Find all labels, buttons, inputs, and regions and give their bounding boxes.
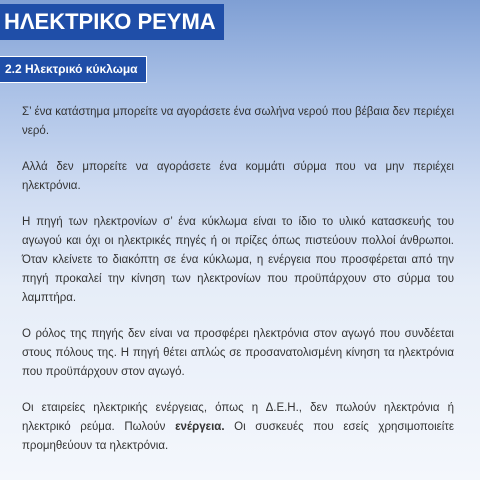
page-title: ΗΛΕΚΤΡΙΚΟ ΡΕΥΜΑ	[0, 4, 224, 40]
paragraph-2: Αλλά δεν μπορείτε να αγοράσετε ένα κομμάτι σύρμα που να μην περιέχει ηλεκτρόνια.	[22, 161, 454, 192]
paragraph-1: Σ’ ένα κατάστημα μπορείτε να αγοράσετε ένα σωλήνα νερού που βέβαια δεν περιέχει νερό.	[22, 106, 454, 137]
section-label: 2.2 Ηλεκτρικό κύκλωμα	[0, 56, 147, 83]
paragraph-5-text-start: Οι εταιρείες ηλεκτρικής ενέργειας, όπως η Δ.Ε.Η., δεν πωλούν ηλεκτρόνια ή ηλεκτρικό ρεύμα. Πωλούν	[22, 402, 454, 433]
paragraph-4: Ο ρόλος της πηγής δεν είναι να προσφέρει ηλεκτρόνια στον αγωγό που συνδέεται στους πόλους της. Η πηγή θέτει απλώς σε προσανατολισμένη κίνηση τα ηλεκτρόνια που προϋπάρχουν στον αγωγό.	[22, 328, 454, 378]
paragraph-5-bold-word: ενέργεια.	[175, 421, 225, 433]
slide-content	[20, 103, 454, 456]
paragraph-5-text-end: Οι συσκευές που εσείς χρησιμοποιείτε προμηθεύουν τα ηλεκτρόνια.	[22, 421, 454, 452]
paragraph-3: Η πηγή των ηλεκτρονίων σ’ ένα κύκλωμα είναι το ίδιο το υλικό κατασκευής του αγωγού και όχι οι ηλεκτρικές πηγές ή οι πρίζες όπως πιστεύουν πολλοί άνθρωποι. Όταν κλείνετε το διακόπτη σε ένα κύκλωμα, η ενέργεια που προσφέρεται από την πηγή προκαλεί την κίνηση των ηλεκτρονίων που προϋπάρχουν στο σύρμα του λαμπτήρα.	[22, 216, 454, 304]
paragraph-5	[20, 399, 454, 456]
